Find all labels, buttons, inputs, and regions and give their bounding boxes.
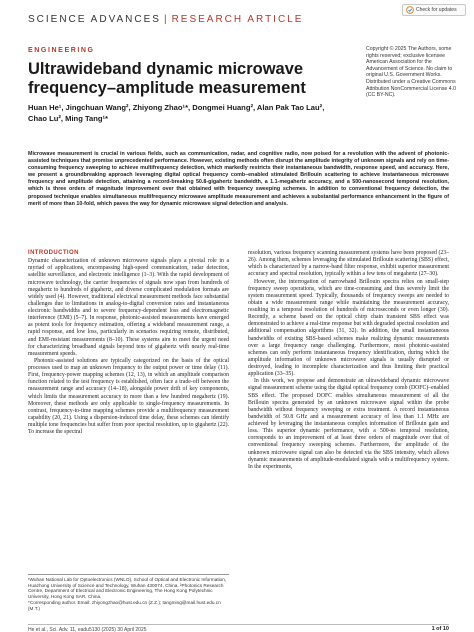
intro-paragraph-2: Photonic-assisted solutions are typically categorized on the basis of the optical processes used to map an unknown frequency to the output power or time delay (11). First, frequency-power mapping schemes (12, 13), in which an amplitude comparison function related to the test frequency is established, often face a trade-off between the measurement range and accuracy (14–18), alongside power drift of key components, which limits the measurement accuracy to more than a few hundred megahertz (19). Moreover, these methods are only applicable to single-frequency measurements. In contrast, frequency-to-time mapping schemes provide a multifrequency measurement capability (20, 21). Using a dispersion-induced time delay, these schemes can identify multiple tone frequencies but suffer from poor spectral resolution, up to gigahertz (22). To increase the spectral xyxy=(28,357,229,436)
affiliations-footnote: ¹Wuhan National Lab for Optoelectronics (WNLO), School of Optical and Electronic Information, Huazhong University of Science and Technology, Wuhan 430074, China. ²Photonics Research Centre, Department of Electrical and Electronic Engineering, The Hong Kong Polytechnic University, Hong Kong SAR, China. xyxy=(28,577,227,600)
footnote-divider xyxy=(28,574,229,575)
body-column-right xyxy=(248,250,449,471)
corresponding-author-footnote: *Corresponding author. Email: zhiyongzhao@hust.edu.cn (Z.Z.); tangming@mail.hust.edu.cn (M.T.) xyxy=(28,599,221,611)
footer-citation: He et al., Sci. Adv. 11, eadu5130 (2025) 30 April 2025 xyxy=(28,627,147,632)
intro-paragraph-5: In this work, we propose and demonstrate an ultrawideband dynamic microwave signal measurement scheme using the digital optical frequency comb (DOFC)–enabled SBS effect. The proposed DOFC enables simultaneous measurement of all the Brillouin spectra generated by an unknown microwave signal within the probe bandwidth without frequency sweeping or extra treatment. A record instantaneous bandwidth of 50.8 GHz and a measurement accuracy of less than 1.1 MHz are achieved by leveraging the instantaneous complex information of Brillouin gain and loss. This superior dynamic performance, with a 500-ns temporal resolution, corresponds to an improvement of at least three orders of magnitude over that of conventional frequency sweeping schemes. Furthermore, the amplitude of the unknown microwave signal can also be detected via the SBS intensity, which allows dynamic measurements of amplitude-modulated signals with a multifrequency system. In the experiments, xyxy=(248,378,449,470)
journal-name: SCIENCE ADVANCES xyxy=(28,14,161,25)
check-for-updates-button[interactable] xyxy=(402,4,466,16)
journal-header xyxy=(28,14,303,25)
footnotes xyxy=(28,577,229,611)
section-label: ENGINEERING xyxy=(28,47,95,54)
intro-paragraph-3: resolution, various frequency scanning measurement systems have been proposed (23–26). Among them, schemes leveraging the stimulated Brillouin scattering (SBS) effect, which is characterized by a narrow-band filter response, exhibit superior measurement accuracy and spectral resolution, typically within a few tens of megahertz (27–30). xyxy=(248,250,449,278)
introduction-heading: INTRODUCTION xyxy=(28,250,79,256)
page-number: 1 of 10 xyxy=(431,626,449,632)
update-badge-icon xyxy=(406,6,414,14)
footer-divider xyxy=(28,624,449,625)
author-line-1: Huan He¹, Jingchuan Wang², Zhiyong Zhao¹*, Dongmei Huang², Alan Pak Tao Lau², xyxy=(28,103,325,112)
copyright-notice: Copyright © 2025 The Authors, some rights reserved; exclusive licensee American Association for the Advancement of Science. No claim to original U.S. Government Works. Distributed under a Creative Commons Attribution NonCommercial License 4.0 (CC BY-NC). xyxy=(366,46,456,99)
article-title: Ultrawideband dynamic microwave frequency–amplitude measurement xyxy=(28,60,306,97)
article-type: RESEARCH ARTICLE xyxy=(171,14,304,25)
abstract: Microwave measurement is crucial in various fields, such as communication, radar, and cognitive radio, now poised for a revolution with the advent of photonic-assisted techniques that promise unprecedented performance. However, existing methods often disrupt the amplitude integrity of unknown signals and rely on time-consuming frequency sweeping to achieve multifrequency detection, which markedly restricts their instantaneous bandwidth, response speed, and accuracy. Here, we present a groundbreaking approach leveraging digital optical frequency comb–enabled stimulated Brillouin scattering to achieve instantaneous microwave frequency and amplitude detection, attaining a record-breaking 50.8-gigahertz bandwidth, a 1.1-megahertz accuracy, and a 500-nanosecond temporal resolution, which is three orders of magnitude improvement over that obtained with frequency sweeping schemes. In addition to conventional frequency detection, the proposed technique enables simultaneous multifrequency microwave amplitude measurement and achieves a substantial performance enhancement in the figure of merit of more than 10-fold, which paves the way for dynamic microwave signal detection and analysis. xyxy=(28,151,449,207)
check-for-updates-label: Check for updates xyxy=(416,7,457,13)
body-column-left xyxy=(28,250,229,436)
author-list xyxy=(28,102,348,124)
intro-paragraph-1: Dynamic characterization of unknown microwave signals plays a pivotal role in a myriad of applications, encompassing high-speed communication, radar detection, satellite surveillance, and electronic intelligence (1–3). With the rapid development of microwave technology, the carrier frequencies of signals now span from hundreds of megahertz to hundreds of gigahertz, and diverse complicated modulation formats are widely used (4). However, traditional electrical measurement methods face substantial challenges due to limitations in analog-to-digital conversion rates and instantaneous electronic bandwidths and to severe frequency-dependent loss and electromagnetic interference (EMI) (5–7). In response, photonic-assisted measurements have emerged as potent tools for frequency estimation, offering a wideband measurement range, a rapid response, and low loss, particularly in scenarios requiring remote, distributed, and EMI-resistant measurements (8–10). These systems aim to meet the urgent need for characterizing broadband signals beyond tens of gigahertz with nearly real-time measurement speeds. xyxy=(28,258,229,357)
intro-paragraph-4: However, the interrogation of narrowband Brillouin spectra relies on small-step frequency sweep operations, which are time-consuming and thus severely limit the system measurement speed. Typically, thousands of frequency sweeps are needed to obtain a wide measurement range while maintaining the measurement accuracy, resulting in a temporal resolution of hundreds of microseconds or even longer (30). Recently, a scheme based on the optical chirp chain transient SBS effect was demonstrated to achieve a real-time response but with degraded spectral resolution and additional compensation algorithms (31, 32). In addition, the small instantaneous bandwidths of existing SBS-based schemes make realizing dynamic measurements over a large frequency range challenging. Furthermore, most photonic-assisted schemes can only perform instantaneous frequency identification, during which the amplitude information of unknown microwave signals is usually disrupted or destroyed, leading to incomplete characterization and thus limiting their practical application (33–35). xyxy=(248,278,449,378)
journal-separator: | xyxy=(163,14,169,25)
author-line-2: Chao Lu², Ming Tang¹* xyxy=(28,114,109,123)
